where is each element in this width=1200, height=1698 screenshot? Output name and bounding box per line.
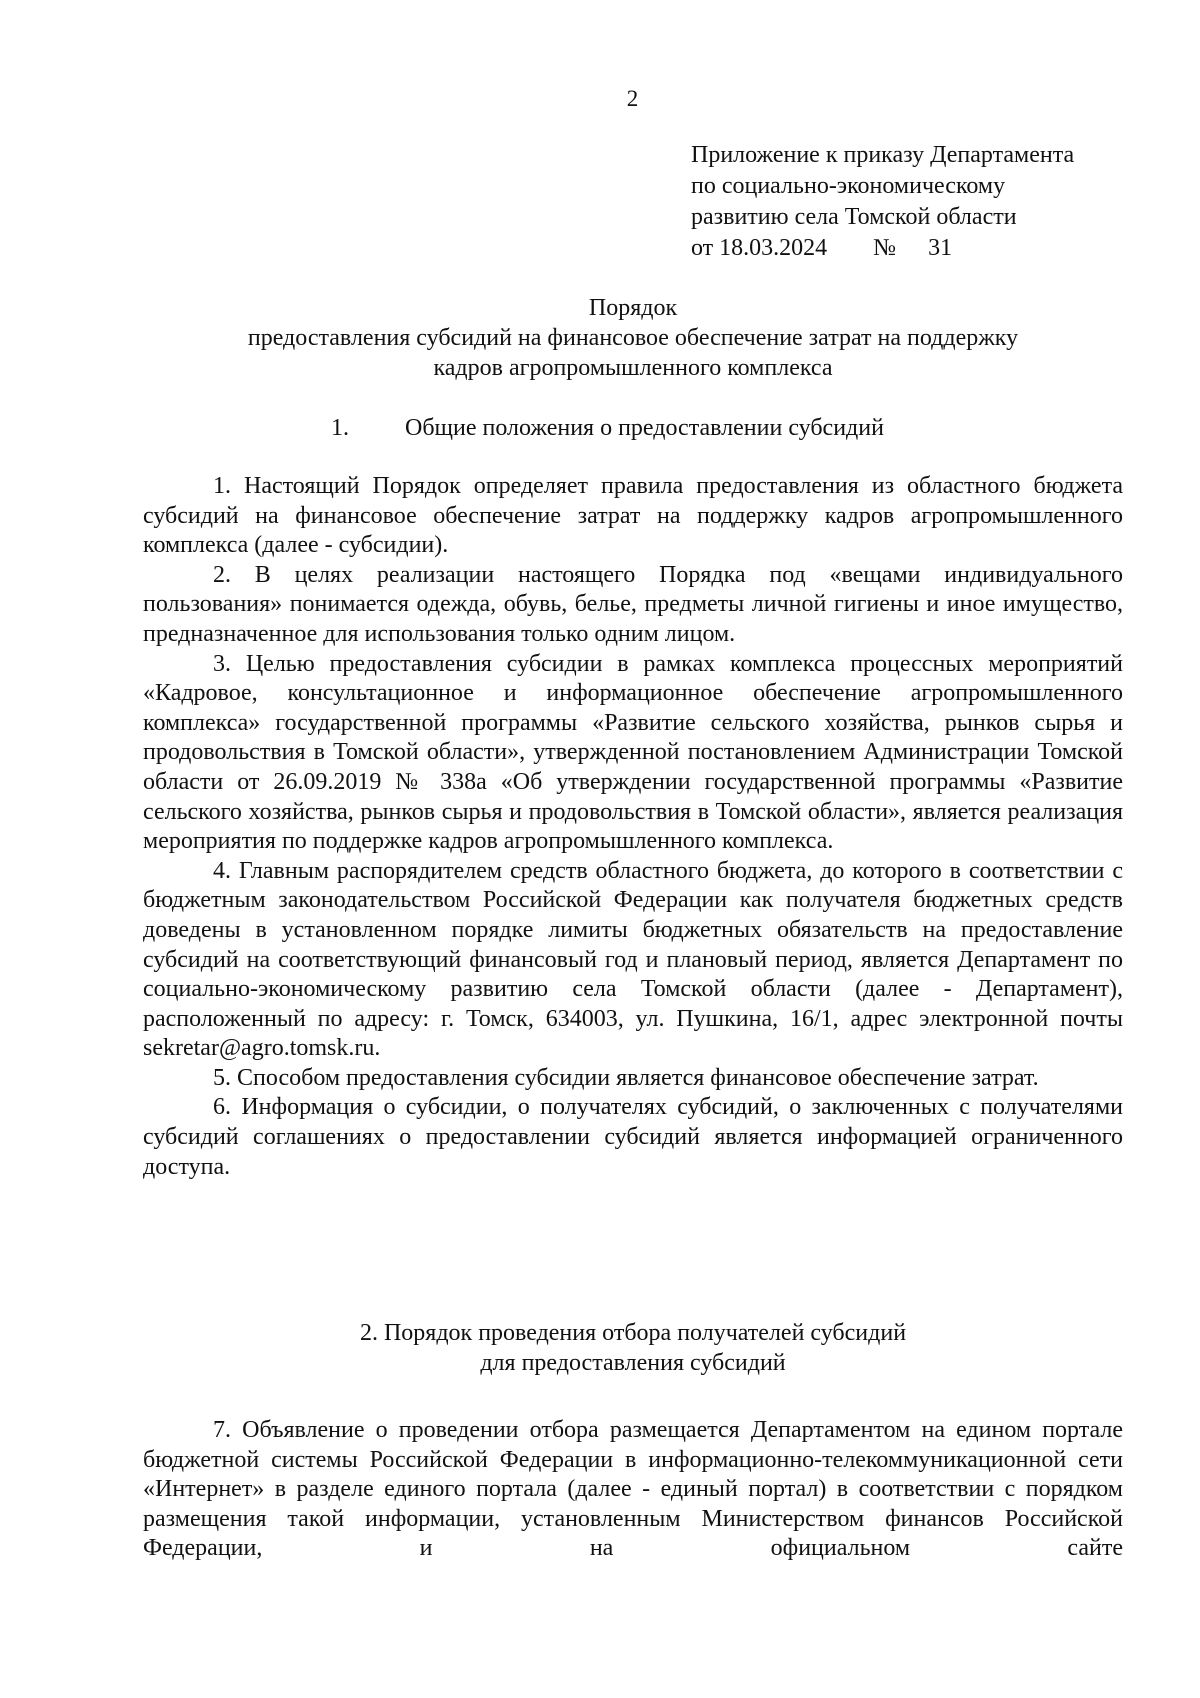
order-number: 31 [928,235,953,261]
appendix-date-line [691,233,1191,264]
appendix-header [691,140,1191,264]
section-2-heading-line-1: 2. Порядок проведения отбора получателей субсидий [359,1320,907,1346]
paragraph-5: 5. Способом предоставления субсидии является финансовое обеспечение затрат. [213,1064,1039,1091]
title-line-2: предоставления субсидий на финансовое обеспечение затрат на поддержку [247,325,1019,351]
paragraph-2: 2. В целях реализации настоящего Порядка под «вещами индивидуального пользования» понимается одежда, обувь, белье, предметы личной гигиены и иное имущество, предназначенное для использования только одним лицом. [143,561,1123,647]
date-prefix: от [691,235,714,261]
section-2-heading [143,1318,1123,1378]
section-1-number: 1. [331,415,349,441]
section-2-heading-line-2: для предоставления субсидий [480,1350,786,1376]
section-1-title: Общие положения о предоставлении субсидий [405,415,884,441]
section-2-body [143,1416,1123,1564]
page-number: 2 [626,86,639,111]
paragraph-1: 1. Настоящий Порядок определяет правила предоставления из областного бюджета субсидий на финансовое обеспечение затрат на поддержку кадров агропромышленного комплекса (далее - субсидии). [143,473,1123,559]
section-1-body [143,472,1123,1182]
number-sign: № [873,235,897,261]
paragraph-6: 6. Информация о субсидии, о получателях субсидий, о заключенных с получателями субсидий соглашениях о предоставлении субсидий является информацией ограниченного доступа. [143,1094,1123,1180]
appendix-line-3: развитию села Томской области [691,204,1017,230]
paragraph-3: 3. Целью предоставления субсидии в рамках комплекса процессных мероприятий «Кадровое, консультационное и информационное обеспечение агропромышленного комплекса» государственной программы «Развитие сельского хозяйства, рынков сырья и продовольствия в Томской области», утвержденной постановлением Администрации Томской области от 26.09.2019 № 338а «Об утверждении государственной программы «Развитие сельского хозяйства, рынков сырья и продовольствия в Томской области», является реализация мероприятия по поддержке кадров агропромышленного комплекса. [143,650,1123,855]
title-line-3: кадров агропромышленного комплекса [433,355,833,381]
title-line-1: Порядок [588,295,678,321]
order-date: 18.03.2024 [719,235,828,261]
appendix-line-2: по социально-экономическому [691,173,1006,199]
appendix-line-1: Приложение к приказу Департамента [691,142,1075,168]
document-title [143,293,1123,383]
paragraph-4: 4. Главным распорядителем средств областного бюджета, до которого в соответствии с бюджетным законодательством Российской Федерации как получателя бюджетных средств доведены в установленном порядке лимиты бюджетных обязательств на предоставление субсидий на соответствующий финансовый год и плановый период, является Департамент по социально-экономическому развитию села Томской области (далее - Департамент), расположенный по адресу: г. Томск, 634003, ул. Пушкина, 16/1, адрес электронной почты sekretar@agro.tomsk.ru. [143,857,1123,1062]
paragraph-7: 7. Объявление о проведении отбора размещается Департаментом на едином портале бюджетной системы Российской Федерации в информационно-телекоммуникационной сети «Интернет» в разделе единого портала (далее - единый портал) в соответствии с порядком размещения такой информации, установленным Министерством финансов Российской Федерации, и на официальном сайте [143,1417,1123,1562]
